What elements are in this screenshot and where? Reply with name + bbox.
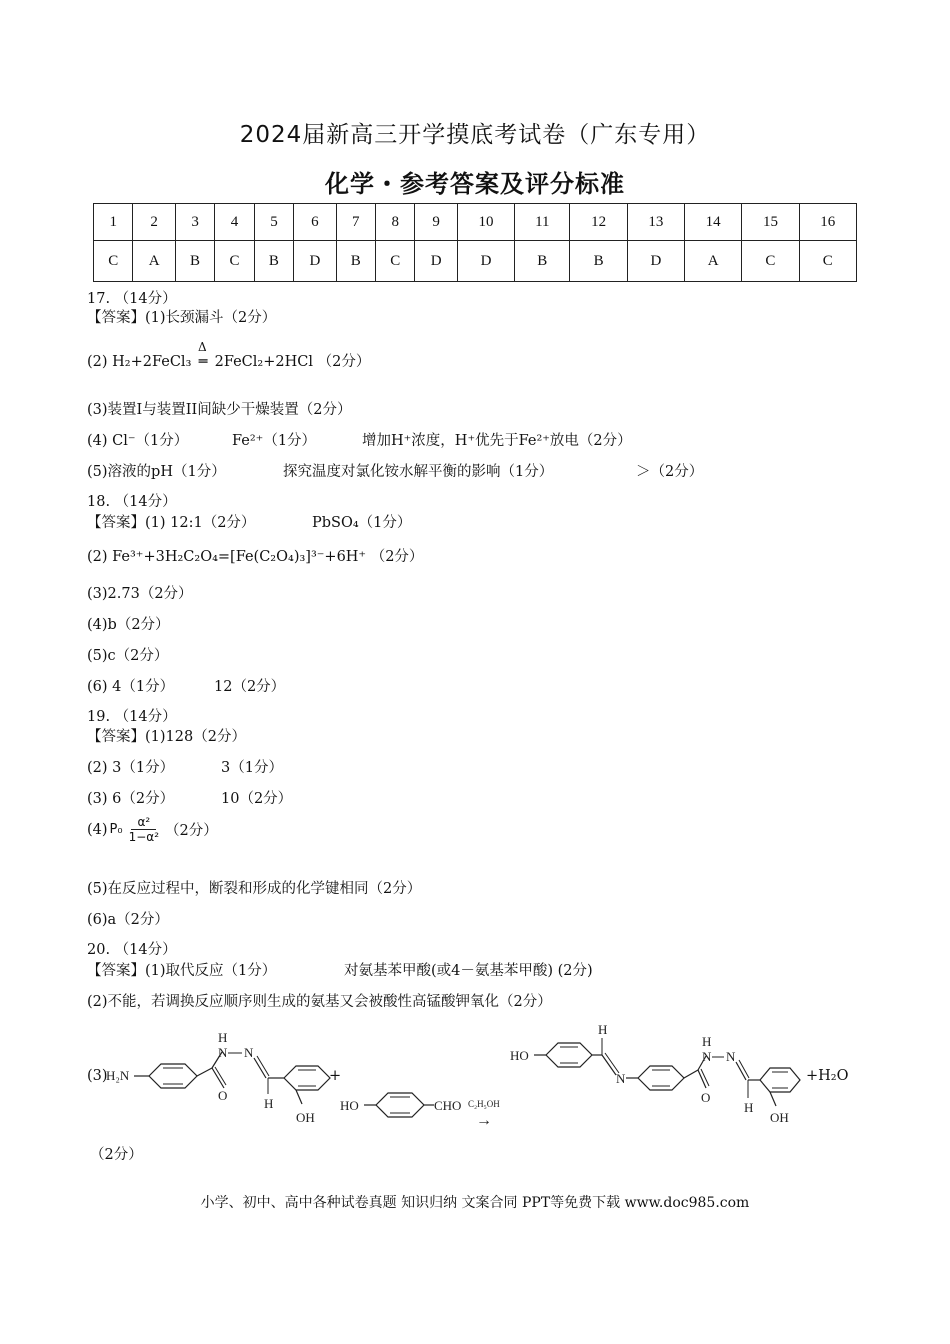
answer-cell: D [294,241,336,282]
q19-a3-part2: 10（2分） [221,791,293,807]
pressure-symbol: P₀ [109,822,123,837]
q17-answer-3: (3)装置I与装置II间缺少干燥装置（2分） [87,402,352,418]
answer-cell: B [254,241,293,282]
exam-title: 2024届新高三开学摸底考试卷（广东专用） [239,122,711,148]
q18-answer-4: (4)b（2分） [87,617,170,633]
fraction-numerator: α² [131,815,156,830]
fraction-denominator: 1−α² [128,830,160,844]
q19-answer-4 [87,815,218,844]
q17-heading: 17. （14分） [87,291,177,307]
question-number-cell: 13 [627,204,684,241]
q17-answer-1: 【答案】(1)长颈漏斗（2分） [87,310,277,326]
q19-heading: 19. （14分） [87,709,177,725]
q19-answer-6: (6)a（2分） [87,912,169,928]
q18-a1-part1: 【答案】(1) 12:1（2分） [87,515,256,531]
q20-a1-part2: 对氨基苯甲酸(或4－氨基苯甲酸) (2分) [344,963,593,979]
q20-heading: 20. （14分） [87,942,177,958]
q18-a6-part1: (6) 4（1分） [87,679,175,695]
question-number-cell: 2 [133,204,175,241]
plus-sign: + [329,1068,342,1084]
product-n1-label: N [702,1049,712,1064]
q18-answer-5: (5)c（2分） [87,648,169,664]
answer-cell: C [215,241,254,282]
question-number-cell: 9 [415,204,457,241]
hydroxyl-label: OH [296,1110,315,1125]
q19-a2-part2: 3（1分） [221,760,283,776]
q20-answer-3-prefix: (3) [87,1068,108,1084]
answer-cell: C [376,241,415,282]
answer-cell: A [133,241,175,282]
carbonyl-oxygen-label: O [218,1088,228,1103]
question-number-cell: 10 [457,204,514,241]
q17-answer-5 [87,460,703,481]
q17-a4-part2: Fe²⁺（1分） [232,433,317,449]
q17-a5-part1: (5)溶液的pH（1分） [87,464,226,480]
q17-equation-right: 2FeCl₂+2HCl [214,354,313,370]
water-product: +H₂O [806,1068,849,1084]
q17-a5-part2: 探究温度对氯化铵水解平衡的影响（1分） [283,464,554,480]
question-number-cell: 12 [570,204,627,241]
question-number-cell: 16 [799,204,856,241]
q19-answer-5: (5)在反应过程中，断裂和形成的化学键相同（2分） [87,881,422,897]
aldehyde-label: CHO [434,1098,462,1113]
phenol-ho-label: HO [340,1098,359,1113]
page-footer: 小学、初中、高中各种试卷真题 知识归纳 文案合同 PPT等免费下载 www.doc985.com [200,1195,750,1211]
nitrogen-1-label: N [218,1045,228,1060]
question-number-cell: 14 [685,204,742,241]
product-carbonyl-o-label: O [701,1090,711,1105]
q19-a2-part1: (2) 3（1分） [87,760,175,776]
answer-cell: B [336,241,375,282]
q18-heading: 18. （14分） [87,494,177,510]
question-number-cell: 8 [376,204,415,241]
q17-reaction-sign: Δ ═ [198,340,208,370]
q18-answer-6 [87,675,285,696]
heat-symbol: Δ [198,340,207,354]
q19-answer-3 [87,787,292,808]
q20-a1-part1: 【答案】(1)取代反应（1分） [87,963,277,979]
q17-a5-part3: ＞（2分） [636,464,704,480]
q17-a2-prefix: (2) [87,354,108,370]
q20-answer-1 [87,959,593,980]
solvent-condition: C₂H₅OH [468,1099,500,1109]
answer-cell: C [799,241,856,282]
question-number-cell: 11 [515,204,570,241]
question-number-cell: 6 [294,204,336,241]
answer-cell: C [94,241,133,282]
q17-a4-part3: 增加H⁺浓度，H⁺优先于Fe²⁺放电（2分） [362,433,632,449]
q17-equation-left: H₂+2FeCl₃ [112,354,192,370]
answer-cell: B [570,241,627,282]
q20-a3-score: （2分） [90,1147,143,1163]
question-number-cell: 3 [175,204,214,241]
product-n2-label: N [726,1049,736,1064]
exam-subtitle: 化学・参考答案及评分标准 [325,170,625,198]
q18-answer-1 [87,511,411,532]
q19-a4-prefix: (4) [87,821,108,838]
amine-group-label: H₂N [106,1068,130,1083]
q18-answer-2: (2) Fe³⁺+3H₂C₂O₄=[Fe(C₂O₄)₃]³⁻+6H⁺ （2分） [87,549,424,565]
answer-cell: C [742,241,799,282]
answer-cell: A [685,241,742,282]
fraction [129,815,159,844]
question-number-cell: 4 [215,204,254,241]
answer-cell: B [515,241,570,282]
q17-a4-part1: (4) Cl⁻（1分） [87,433,189,449]
product-imine-n-label: N [616,1071,626,1086]
product-ho-label: HO [510,1048,529,1063]
q18-answer-3: (3)2.73（2分） [87,586,193,602]
nitrogen-2-label: N [244,1045,254,1060]
q19-answer-1: 【答案】(1)128（2分） [87,729,246,745]
question-number-cell: 1 [94,204,133,241]
answer-cell: D [457,241,514,282]
imine-hydrogen-label: H [264,1096,274,1111]
reactant-hydrazone-structure [104,1030,344,1130]
product-structure [508,1020,808,1130]
product-imine-h-label: H [744,1100,754,1115]
q18-a6-part2: 12（2分） [214,679,286,695]
product-oh-label: OH [770,1110,789,1125]
q20-answer-2: (2)不能，若调换反应顺序则生成的氨基又会被酸性高锰酸钾氧化（2分） [87,994,552,1010]
product-ch-hydrogen-label: H [598,1022,608,1037]
question-number-row [94,204,857,241]
q17-answer-2 [87,340,371,371]
product-nh-hydrogen-label: H [702,1034,712,1049]
reaction-arrow: → [476,1112,492,1129]
q19-a4-score: （2分） [165,823,218,839]
question-number-cell: 15 [742,204,799,241]
answer-cell: D [415,241,457,282]
nh-hydrogen-label: H [218,1030,228,1045]
answer-key-table [93,203,857,282]
answer-cell: D [627,241,684,282]
hydroxybenzaldehyde-structure [338,1085,518,1135]
q17-a2-score: （2分） [317,354,371,370]
answer-row [94,241,857,282]
q19-a3-part1: (3) 6（2分） [87,791,175,807]
answer-cell: B [175,241,214,282]
question-number-cell: 7 [336,204,375,241]
question-number-cell: 5 [254,204,293,241]
q19-answer-2 [87,756,283,777]
q18-a1-part2: PbSO₄（1分） [312,515,412,531]
q17-answer-4 [87,429,632,450]
